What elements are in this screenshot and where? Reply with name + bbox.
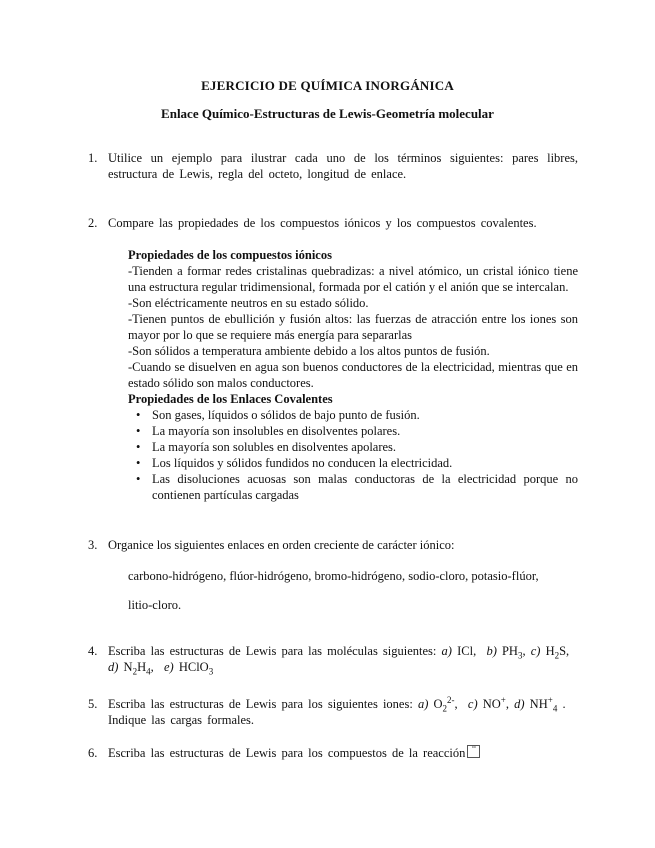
missing-glyph-icon: ▫▫ [467,745,480,758]
question-text: Utilice un ejemplo para ilustrar cada uno de los términos siguientes: pares libres, estructura de Lewis, regla del octeto, longitud de enlace. [108,151,578,181]
question-1 [88,150,578,182]
question-3 [88,537,578,553]
subscript: 2 [442,703,448,714]
list-item: • Los líquidos y sólidos fundidos no conducen la electricidad. [128,455,578,471]
question-number: 2. [88,216,98,230]
superscript: + [500,694,506,705]
formula: PH [501,644,518,658]
formula: O [433,697,443,711]
list-item: • La mayoría son insolubles en disolventes polares. [128,423,578,439]
item-label: b) [486,644,497,658]
question-number: 4. [88,644,98,658]
formula: ICl [457,644,474,658]
subscript: 4 [146,666,151,677]
bond-list-line-2: litio-cloro. [128,598,182,612]
item-label: a) [441,644,452,658]
item-label: a) [417,697,429,711]
list-item: • La mayoría son solubles en disolventes apolares. [128,439,578,455]
section-heading: Propiedades de los Enlaces Covalentes [128,392,333,406]
question-tail: . Indique las cargas formales. [108,697,566,727]
formula: NO [482,697,501,711]
formula: S [559,644,567,658]
formula: H [545,644,555,658]
bond-list-line-1: carbono-hidrógeno, flúor-hidrógeno, bromo-hidrógeno, sodio-cloro, potasio-flúor, [128,569,539,583]
formula: H [137,660,147,674]
formula: NH [529,697,548,711]
list-item: -Cuando se disuelven en agua son buenos conductores de la electricidad, mientras que en estado sólido son malos conductores. [128,360,578,390]
page-subtitle: Enlace Químico-Estructuras de Lewis-Geometría molecular [161,106,494,121]
question-text: Organice los siguientes enlaces en orden creciente de carácter iónico: [108,538,455,552]
question-5: 5. Escriba las estructuras de Lewis para los siguientes iones: a) $O_2^{2-}$, c) NO+, d) $NH^+_4$ . Indique las cargas formales. [88,694,566,727]
list-item: -Tienden a formar redes cristalinas quebradizas: a nivel atómico, un cristal iónico tiene una estructura regular tridimensional, formada por el catión y el anión que se intercalan. [128,264,578,294]
list-item: -Son eléctricamente neutros en su estado sólido. [128,296,369,310]
item-label: c) [467,697,478,711]
formula: HClO [178,660,209,674]
subscript: 3 [208,666,214,677]
superscript: + [547,694,553,705]
subscript: 4 [552,703,558,714]
question-number: 1. [88,151,98,165]
bullet-list [128,407,578,503]
question-text: Escriba las estructuras de Lewis para los siguientes iones: [108,697,413,711]
item-label: d) [514,697,525,711]
question-number: 5. [88,697,98,711]
question-6 [88,745,578,761]
question-text: Escriba las estructuras de Lewis para las moléculas siguientes: [108,644,437,658]
subscript: 2 [554,650,560,661]
page-title: EJERCICIO DE QUÍMICA INORGÁNICA [201,78,454,93]
list-item: • Las disoluciones acuosas son malas conductoras de la electricidad porque no contienen partículas cargadas [128,471,578,503]
question-text: Escriba las estructuras de Lewis para los compuestos de la reacción [108,746,466,760]
item-label: e) [163,660,174,674]
list-item: -Son sólidos a temperatura ambiente debido a los altos puntos de fusión. [128,344,490,358]
question-number: 6. [88,746,98,760]
superscript: 2- [447,694,455,705]
formula: N [123,660,133,674]
item-label: c) [530,644,541,658]
section-heading: Propiedades de los compuestos iónicos [128,248,332,262]
question-4: 4. Escriba las estructuras de Lewis para las moléculas siguientes: a) ICl, b) $PH_3$, c) $H_2S$, d) $N_2H_4$, e) HClO$_3$ [88,644,570,677]
question-text: Compare las propiedades de los compuestos iónicos y los compuestos covalentes. [108,216,537,230]
list-item: • Son gases, líquidos o sólidos de bajo punto de fusión. [128,407,578,423]
subscript: 3 [517,650,523,661]
list-item: -Tienen puntos de ebullición y fusión altos: las fuerzas de atracción entre los iones son mayor por lo que se requiere más energía para separarlas [128,312,578,342]
question-number: 3. [88,538,98,552]
subscript: 2 [132,666,138,677]
question-2 [88,215,578,231]
ionic-properties [128,247,578,503]
item-label: d) [108,660,119,674]
